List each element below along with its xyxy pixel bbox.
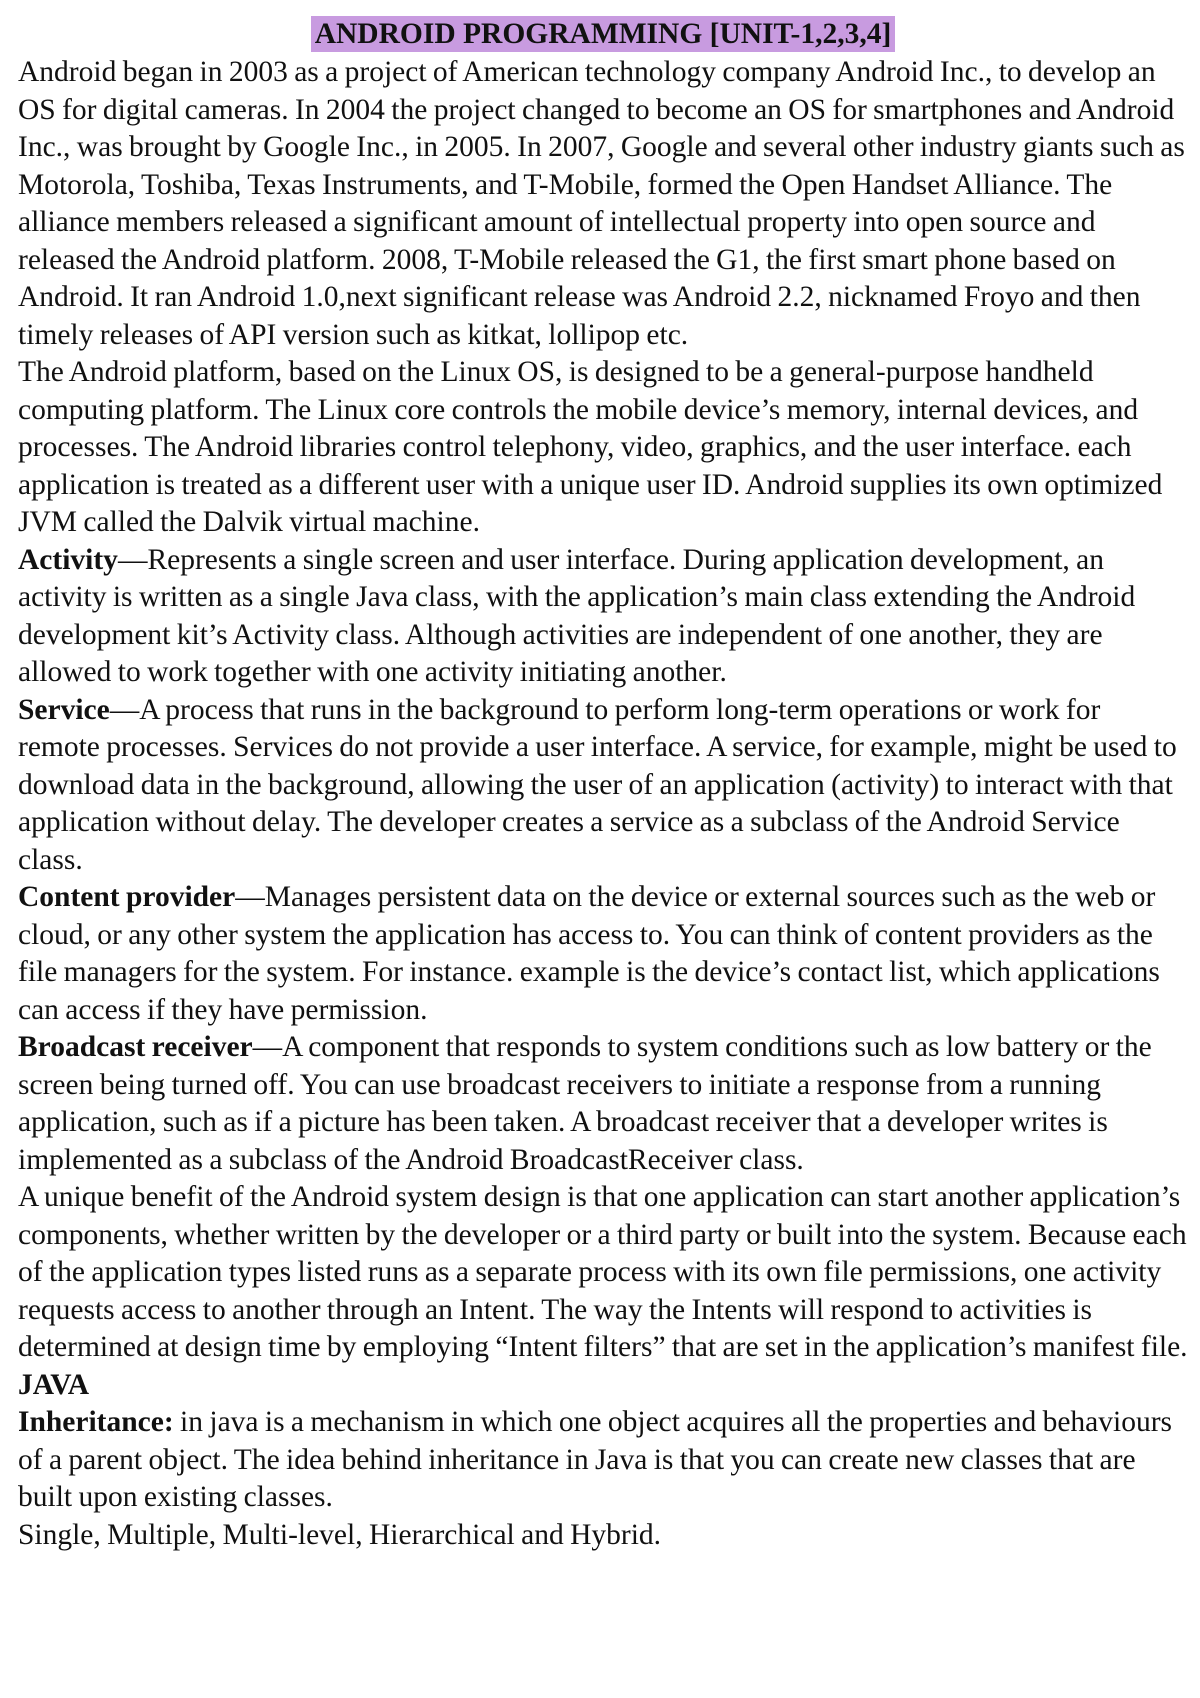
page-title: ANDROID PROGRAMMING [UNIT-1,2,3,4] [311,16,896,52]
document-page [18,16,1188,1554]
heading-java: JAVA [18,1368,90,1401]
term-service: Service [18,693,110,726]
definition-service: —A process that runs in the background to perform long-term operations or work for remote processes. Services do not provide a user interface. A service, for example, might be used to download data in the background, allowing the user of an application (activity) to interact with that application without delay. The developer creates a service as a subclass of the Android Service class. [18,693,1177,876]
paragraph-content-provider [18,879,1188,1029]
term-activity: Activity [18,543,118,576]
definition-activity: —Represents a single screen and user interface. During application development, an activity is written as a single Java class, with the application’s main class extending the Android development kit’s Activity class. Although activities are independent of one another, they are allowed to work together with one activity initiating another. [18,543,1136,688]
term-broadcast-receiver: Broadcast receiver [18,1031,253,1063]
paragraph-inheritance-types: Single, Multiple, Multi-level, Hierarchical and Hybrid. [18,1518,662,1551]
paragraph-broadcast-receiver [18,1029,1188,1179]
paragraph-activity [18,542,1188,692]
paragraph-service [18,692,1188,880]
definition-inheritance: in java is a mechanism in which one object acquires all the properties and behaviours of a parent object. The idea behind inheritance in Java is that you can create new classes that are built upon existing classes. [18,1406,1172,1513]
definition-broadcast-receiver: —A component that responds to system conditions such as low battery or the screen being turned off. You can use broadcast receivers to initiate a response from a running application, such as if a picture has been taken. A broadcast receiver that a developer writes is implemented as a subclass of the Android BroadcastReceiver class. [18,1031,1152,1176]
definition-content-provider: —Manages persistent data on the device or external sources such as the web or cloud, or any other system the application has access to. You can think of content providers as the file managers for the system. For instance. example is the device’s contact list, which applications can access if they have permission. [18,881,1160,1026]
paragraph-inheritance [18,1404,1188,1517]
term-content-provider: Content provider [18,881,236,913]
title-block [18,16,1188,54]
paragraph-platform: The Android platform, based on the Linux OS, is designed to be a general-purpose handheld computing platform. The Linux core controls the mobile device’s memory, internal devices, and processes. The Android libraries control telephony, video, graphics, and the user interface. each application is treated as a different user with a unique user ID. Android supplies its own optimized JVM called the Dalvik virtual machine. [18,356,1163,538]
paragraph-intents: A unique benefit of the Android system design is that one application can start another application’s components, whether written by the developer or a third party or built into the system. Because each of the application types listed runs as a separate process with its own file permissions, one activity requests access to another through an Intent. The way the Intents will respond to activities is determined at design time by employing “Intent filters” that are set in the application’s manifest file. [18,1181,1188,1363]
term-inheritance: Inheritance: [18,1406,174,1438]
paragraph-history: Android began in 2003 as a project of American technology company Android Inc., to develop an OS for digital cameras. In 2004 the project changed to become an OS for smartphones and Android Inc., was brought by Google Inc., in 2005. In 2007, Google and several other industry giants such as Motorola, Toshiba, Texas Instruments, and T-Mobile, formed the Open Handset Alliance. The alliance members released a significant amount of intellectual property into open source and released the Android platform. 2008, T-Mobile released the G1, the first smart phone based on Android. It ran Android 1.0,next significant release was Android 2.2, nicknamed Froyo and then timely releases of API version such as kitkat, lollipop etc. [18,56,1185,351]
